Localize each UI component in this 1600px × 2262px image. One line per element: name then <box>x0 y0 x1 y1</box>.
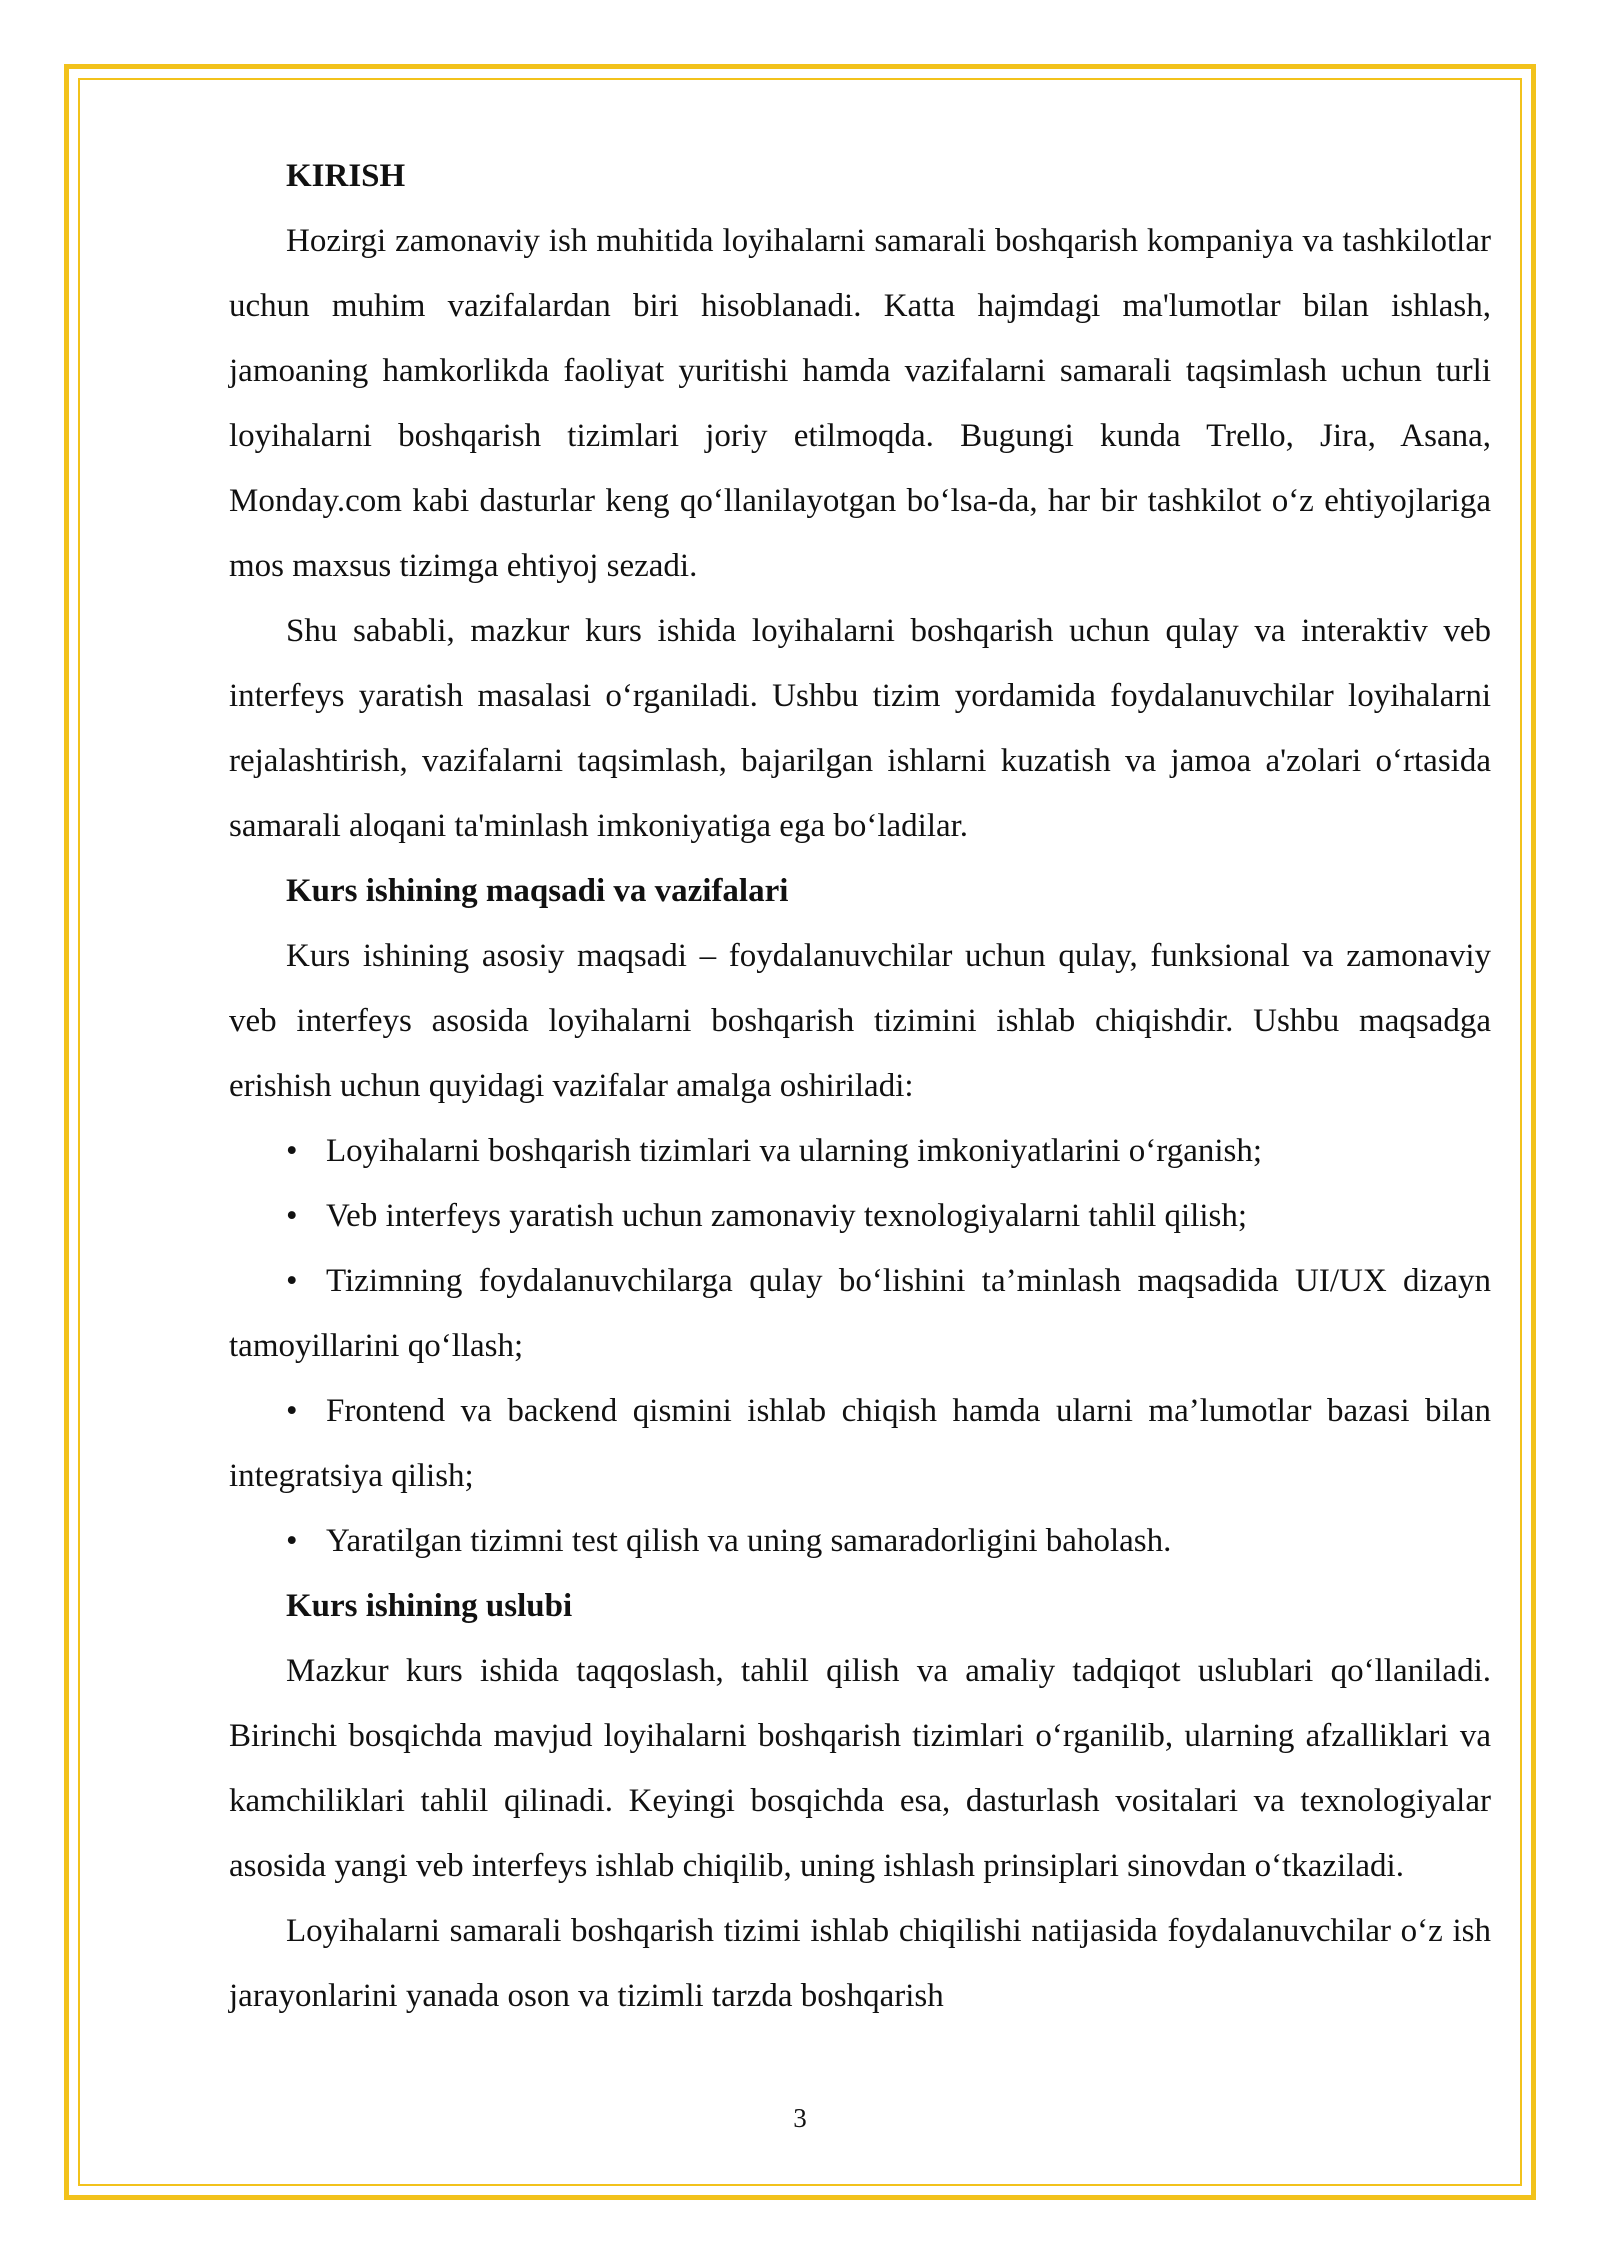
method-paragraph-1: Mazkur kurs ishida taqqoslash, tahlil qilish va amaliy tadqiqot uslublari qo‘llaniladi. Birinchi bosqichda mavjud loyihalarni boshqarish tizimlari o‘rganilib, ularning afzalliklari va kamchiliklari tahlil qilinadi. Keyingi bosqichda esa, dasturlash vositalari va texnologiyalar asosida yangi veb interfeys ishlab chiqilib, uning ishlash prinsiplari sinovdan o‘tkaziladi. <box>229 1653 1491 1884</box>
list-item <box>229 1249 1491 1379</box>
section-title-kirish: KIRISH <box>286 158 406 194</box>
bullet-icon: • <box>286 1133 298 1169</box>
list-item <box>229 1379 1491 1509</box>
list-item-text: Tizimning foydalanuvchilarga qulay bo‘lishini ta’minlash maqsadida UI/UX dizayn tamoyillarini qo‘llash; <box>229 1263 1491 1364</box>
bullet-icon: • <box>286 1393 298 1429</box>
intro-paragraph-2: Shu sababli, mazkur kurs ishida loyihalarni boshqarish uchun qulay va interaktiv veb interfeys yaratish masalasi o‘rganiladi. Ushbu tizim yordamida foydalanuvchilar loyihalarni rejalashtirish, vazifalarni taqsimlash, bajarilgan ishlarni kuzatish va jamoa a'zolari o‘rtasida samarali aloqani ta'minlash imkoniyatiga ega bo‘ladilar. <box>229 613 1491 844</box>
list-item-text: Loyihalarni boshqarish tizimlari va ularning imkoniyatlarini o‘rganish; <box>326 1133 1263 1169</box>
intro-paragraph-1: Hozirgi zamonaviy ish muhitida loyihalarni samarali boshqarish kompaniya va tashkilotlar uchun muhim vazifalardan biri hisoblanadi. Katta hajmdagi ma'lumotlar bilan ishlash, jamoaning hamkorlikda faoliyat yuritishi hamda vazifalarni samarali taqsimlash uchun turli loyihalarni boshqarish tizimlari joriy etilmoqda. Bugungi kunda Trello, Jira, Asana, Monday.com kabi dasturlar keng qo‘llanilayotgan bo‘lsa-da, har bir tashkilot o‘z ehtiyojlariga mos maxsus tizimga ehtiyoj sezadi. <box>229 223 1491 584</box>
list-item <box>229 1509 1491 1574</box>
list-item <box>229 1119 1491 1184</box>
list-item-text: Frontend va backend qismini ishlab chiqish hamda ularni ma’lumotlar bazasi bilan integratsiya qilish; <box>229 1393 1491 1494</box>
bullet-icon: • <box>286 1198 298 1234</box>
document-body <box>229 144 1491 2029</box>
goals-paragraph: Kurs ishining asosiy maqsadi – foydalanuvchilar uchun qulay, funksional va zamonaviy veb interfeys asosida loyihalarni boshqarish tizimini ishlab chiqishdir. Ushbu maqsadga erishish uchun quyidagi vazifalar amalga oshiriladi: <box>229 938 1491 1104</box>
bullet-icon: • <box>286 1263 298 1299</box>
goals-list <box>229 1119 1491 1574</box>
bullet-icon: • <box>286 1523 298 1559</box>
section-heading-goals: Kurs ishining maqsadi va vazifalari <box>286 873 789 909</box>
method-paragraph-2: Loyihalarni samarali boshqarish tizimi ishlab chiqilishi natijasida foydalanuvchilar o‘z ish jarayonlarini yanada oson va tizimli tarzda boshqarish <box>229 1913 1491 2014</box>
page-number: 3 <box>793 2103 807 2133</box>
list-item <box>229 1184 1491 1249</box>
section-heading-method: Kurs ishining uslubi <box>286 1588 573 1624</box>
list-item-text: Yaratilgan tizimni test qilish va uning samaradorligini baholash. <box>326 1523 1172 1559</box>
list-item-text: Veb interfeys yaratish uchun zamonaviy texnologiyalarni tahlil qilish; <box>326 1198 1248 1234</box>
